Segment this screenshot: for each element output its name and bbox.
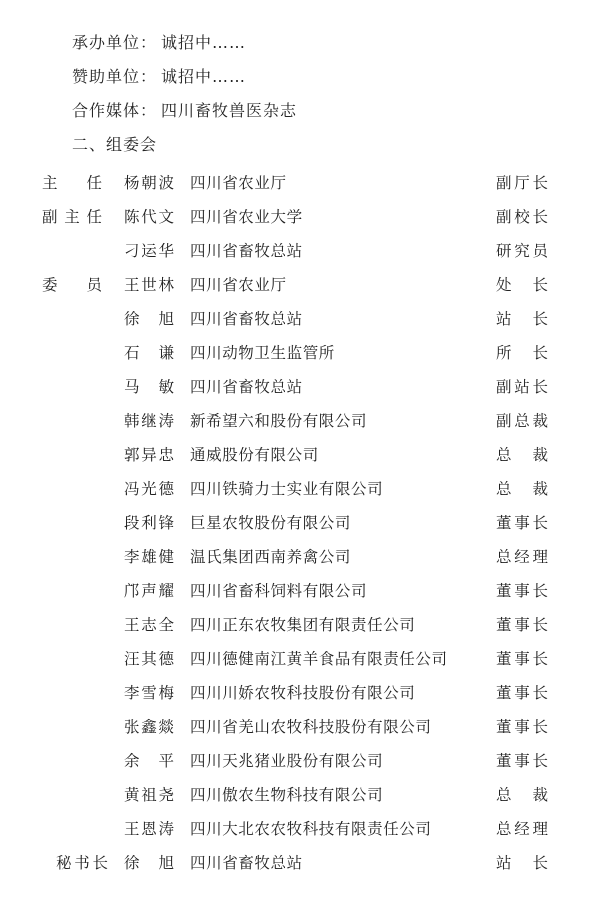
member-title: 所 长 bbox=[496, 344, 548, 362]
committee-row bbox=[0, 404, 600, 438]
member-organization: 四川省羌山农牧科技股份有限公司 bbox=[190, 718, 432, 736]
organizer-line bbox=[72, 30, 246, 53]
media-partner-value: 四川畜牧兽医杂志 bbox=[161, 101, 298, 120]
member-organization: 四川川娇农牧科技股份有限公司 bbox=[190, 684, 416, 702]
media-partner-line bbox=[72, 98, 297, 121]
member-name: 石 谦 bbox=[124, 344, 174, 362]
committee-row bbox=[0, 438, 600, 472]
sponsor-line bbox=[72, 64, 246, 87]
member-title: 副总裁 bbox=[496, 412, 548, 430]
committee-row bbox=[0, 710, 600, 744]
member-name: 陈代文 bbox=[124, 208, 174, 226]
member-name: 张鑫燚 bbox=[124, 718, 174, 736]
committee-row bbox=[0, 574, 600, 608]
member-organization: 四川铁骑力士实业有限公司 bbox=[190, 480, 384, 498]
member-title: 董事长 bbox=[496, 718, 548, 736]
committee-list bbox=[0, 166, 600, 880]
member-organization: 四川傲农生物科技有限公司 bbox=[190, 786, 384, 804]
member-title: 董事长 bbox=[496, 616, 548, 634]
member-title: 董事长 bbox=[496, 752, 548, 770]
member-name: 王恩涛 bbox=[124, 820, 174, 838]
section-title: 二、组委会 bbox=[72, 135, 158, 154]
committee-row bbox=[0, 200, 600, 234]
member-title: 副厅长 bbox=[496, 174, 548, 192]
member-name: 余 平 bbox=[124, 752, 174, 770]
member-title: 董事长 bbox=[496, 514, 548, 532]
organizer-value: 诚招中…… bbox=[161, 33, 247, 52]
member-organization: 四川省畜牧总站 bbox=[190, 854, 303, 872]
member-title: 董事长 bbox=[496, 684, 548, 702]
member-organization: 通威股份有限公司 bbox=[190, 446, 319, 464]
member-title: 总 裁 bbox=[496, 480, 548, 498]
member-name: 李雪梅 bbox=[124, 684, 174, 702]
member-organization: 温氏集团西南养禽公司 bbox=[190, 548, 352, 566]
member-name: 徐 旭 bbox=[124, 854, 174, 872]
member-title: 站 长 bbox=[496, 310, 548, 328]
member-title: 研究员 bbox=[496, 242, 548, 260]
committee-row bbox=[0, 336, 600, 370]
member-organization: 四川省农业厅 bbox=[190, 276, 287, 294]
member-name: 杨朝波 bbox=[124, 174, 174, 192]
sponsor-label: 赞助单位： bbox=[72, 67, 158, 86]
member-title: 副校长 bbox=[496, 208, 548, 226]
member-role: 委 员 bbox=[42, 276, 102, 294]
member-organization: 四川天兆猪业股份有限公司 bbox=[190, 752, 384, 770]
member-role: 主 任 bbox=[42, 174, 102, 192]
member-name: 冯光德 bbox=[124, 480, 174, 498]
committee-row bbox=[0, 846, 600, 880]
member-name: 郭异忠 bbox=[124, 446, 174, 464]
committee-row bbox=[0, 234, 600, 268]
committee-row bbox=[0, 540, 600, 574]
committee-row bbox=[0, 166, 600, 200]
member-organization: 四川省农业大学 bbox=[190, 208, 303, 226]
member-name: 徐 旭 bbox=[124, 310, 174, 328]
member-organization: 四川动物卫生监管所 bbox=[190, 344, 335, 362]
member-organization: 四川省畜牧总站 bbox=[190, 310, 303, 328]
member-name: 马 敏 bbox=[124, 378, 174, 396]
member-title: 处 长 bbox=[496, 276, 548, 294]
member-name: 黄祖尧 bbox=[124, 786, 174, 804]
member-name: 王世林 bbox=[124, 276, 174, 294]
member-name: 王志全 bbox=[124, 616, 174, 634]
committee-row bbox=[0, 370, 600, 404]
committee-row bbox=[0, 812, 600, 846]
member-role: 秘书长 bbox=[56, 854, 108, 872]
member-organization: 四川省畜牧总站 bbox=[190, 378, 303, 396]
sponsor-value: 诚招中…… bbox=[161, 67, 247, 86]
committee-row bbox=[0, 778, 600, 812]
member-title: 副站长 bbox=[496, 378, 548, 396]
committee-row bbox=[0, 608, 600, 642]
member-organization: 新希望六和股份有限公司 bbox=[190, 412, 368, 430]
media-partner-label: 合作媒体： bbox=[72, 101, 158, 120]
member-organization: 四川省农业厅 bbox=[190, 174, 287, 192]
member-title: 董事长 bbox=[496, 582, 548, 600]
member-organization: 四川省畜科饲料有限公司 bbox=[190, 582, 368, 600]
member-organization: 四川大北农农牧科技有限责任公司 bbox=[190, 820, 432, 838]
member-name: 刁运华 bbox=[124, 242, 174, 260]
member-name: 汪其德 bbox=[124, 650, 174, 668]
member-organization: 四川省畜牧总站 bbox=[190, 242, 303, 260]
member-title: 总 裁 bbox=[496, 446, 548, 464]
committee-row bbox=[0, 744, 600, 778]
member-role: 副主任 bbox=[42, 208, 102, 226]
committee-row bbox=[0, 506, 600, 540]
committee-row bbox=[0, 676, 600, 710]
committee-row bbox=[0, 472, 600, 506]
member-title: 总经理 bbox=[496, 548, 548, 566]
member-name: 段利锋 bbox=[124, 514, 174, 532]
member-title: 总经理 bbox=[496, 820, 548, 838]
member-name: 韩继涛 bbox=[124, 412, 174, 430]
member-title: 总 裁 bbox=[496, 786, 548, 804]
committee-row bbox=[0, 268, 600, 302]
organizer-label: 承办单位： bbox=[72, 33, 158, 52]
member-name: 李雄健 bbox=[124, 548, 174, 566]
member-name: 邝声耀 bbox=[124, 582, 174, 600]
member-organization: 巨星农牧股份有限公司 bbox=[190, 514, 352, 532]
member-organization: 四川德健南江黄羊食品有限责任公司 bbox=[190, 650, 448, 668]
committee-row bbox=[0, 302, 600, 336]
member-organization: 四川正东农牧集团有限责任公司 bbox=[190, 616, 416, 634]
committee-row bbox=[0, 642, 600, 676]
member-title: 董事长 bbox=[496, 650, 548, 668]
member-title: 站 长 bbox=[496, 854, 548, 872]
